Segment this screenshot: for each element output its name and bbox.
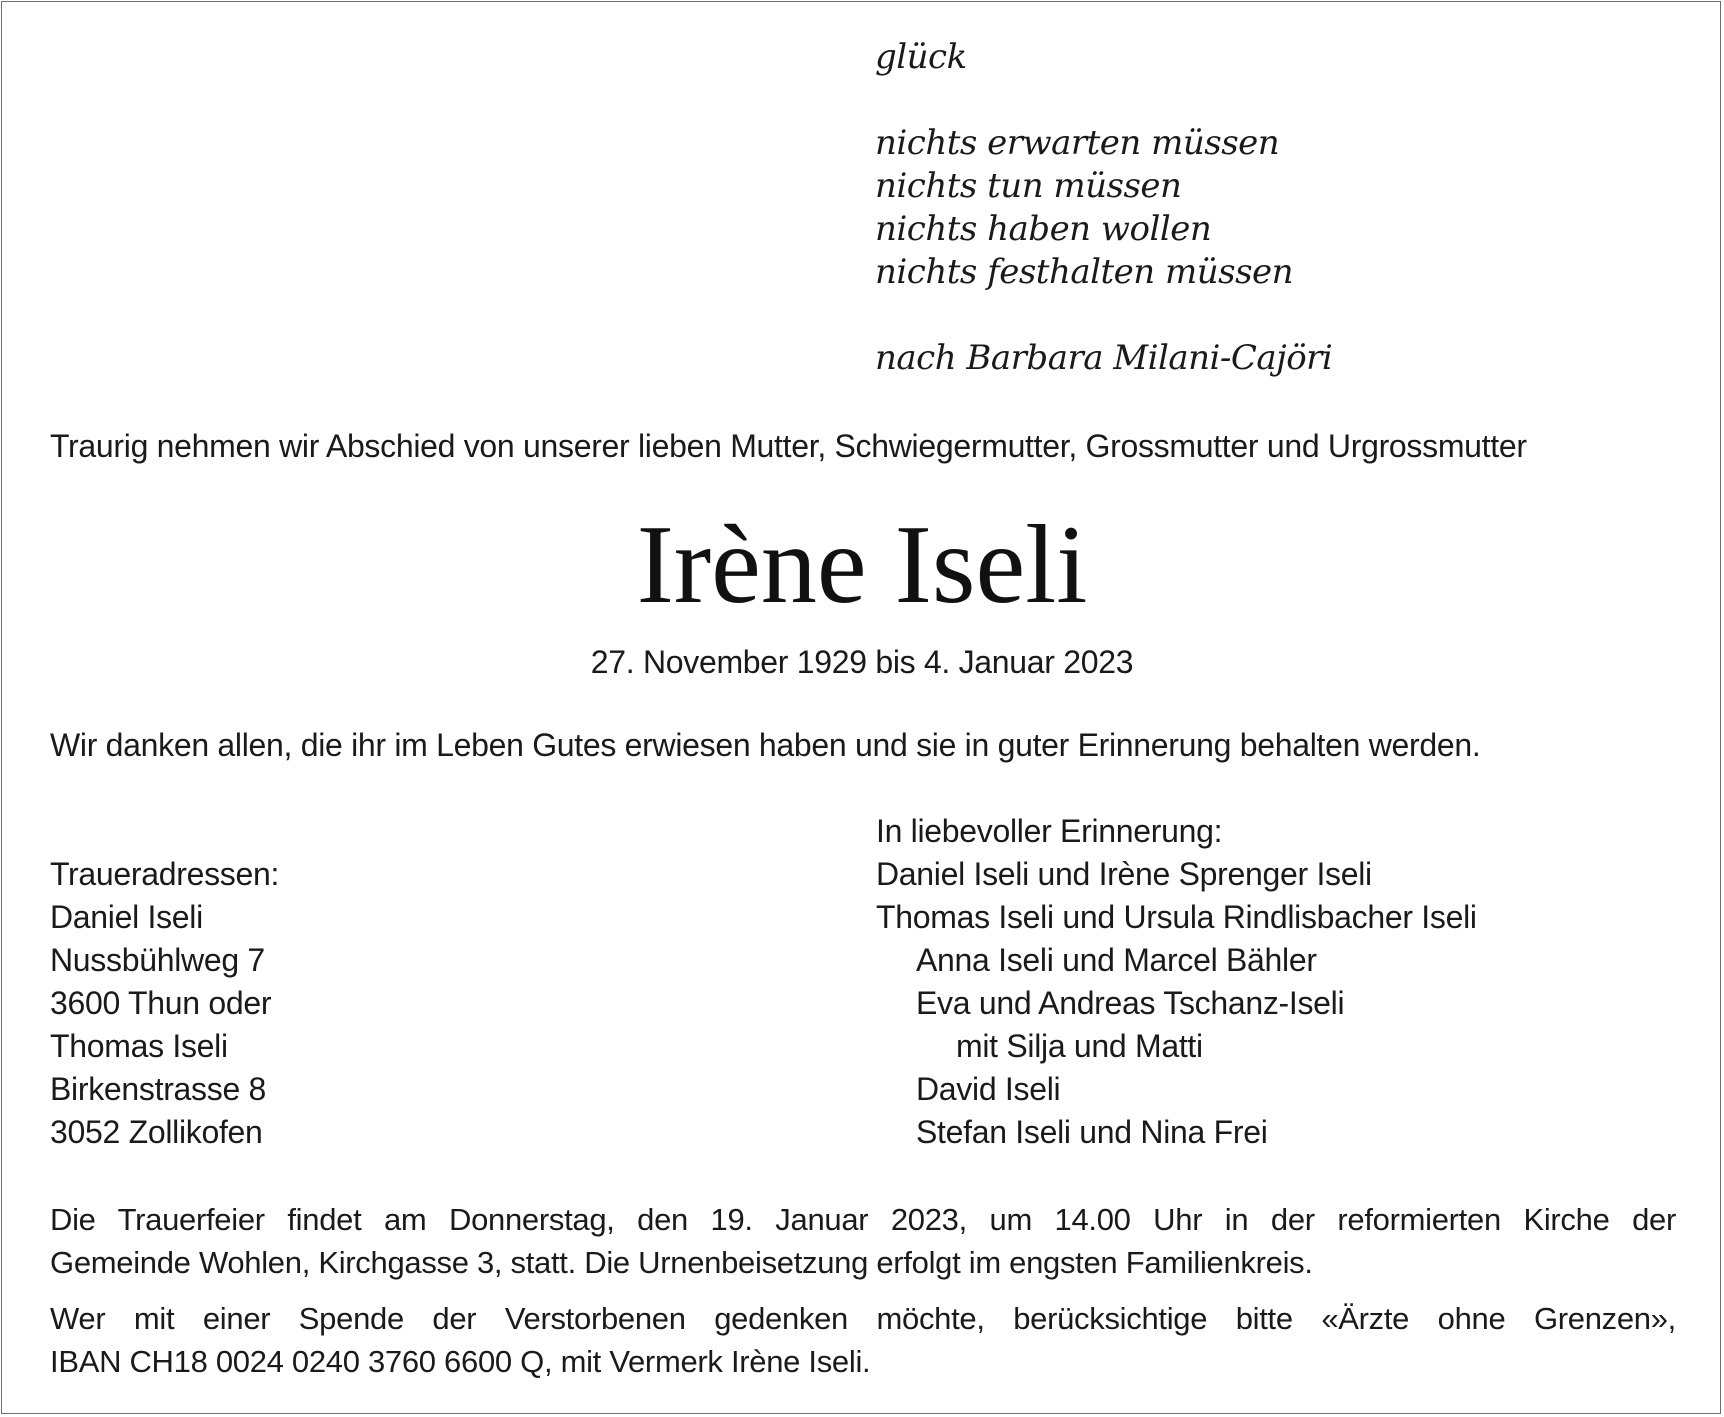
address-line: 3052 Zollikofen: [50, 1114, 263, 1150]
family-member: Thomas Iseli und Ursula Rindlisbacher Iseli: [876, 899, 1477, 935]
address-line: Daniel Iseli: [50, 899, 203, 935]
address-line: Thomas Iseli: [50, 1028, 228, 1064]
thanks-text: Wir danken allen, die ihr im Leben Gutes erwiesen haben und sie in guter Erinnerung behalten werden.: [50, 727, 1481, 763]
family-member: mit Silja und Matti: [956, 1028, 1203, 1064]
family-member: Stefan Iseli und Nina Frei: [916, 1114, 1268, 1150]
mourning-addresses: [50, 853, 279, 1154]
family-list: [876, 810, 1477, 1154]
family-heading: In liebevoller Erinnerung:: [876, 813, 1223, 849]
poem-line: nichts erwarten müssen: [875, 123, 1280, 163]
addresses-heading: Traueradressen:: [50, 856, 280, 892]
donation-info: [50, 1297, 1676, 1383]
intro-text: Traurig nehmen wir Abschied von unserer lieben Mutter, Schwiegermutter, Grossmutter und Urgrossmutter: [50, 428, 1527, 464]
address-line: Nussbühlweg 7: [50, 942, 265, 978]
poem-title: glück: [875, 37, 967, 77]
ceremony-line: Gemeinde Wohlen, Kirchgasse 3, statt. Die Urnenbeisetzung erfolgt im engsten Familienkreis.: [50, 1245, 1313, 1280]
poem-line: nichts haben wollen: [875, 209, 1212, 249]
address-line: Birkenstrasse 8: [50, 1071, 267, 1107]
deceased-name: Irène Iseli: [636, 503, 1088, 627]
life-dates: 27. November 1929 bis 4. Januar 2023: [590, 644, 1134, 680]
ceremony-info: [50, 1198, 1676, 1284]
family-member: Anna Iseli und Marcel Bähler: [916, 942, 1317, 978]
poem-attribution: nach Barbara Milani-Cajöri: [875, 338, 1333, 378]
poem: [875, 36, 1332, 380]
donation-line: IBAN CH18 0024 0240 3760 6600 Q, mit Vermerk Irène Iseli.: [50, 1344, 871, 1379]
family-member: Daniel Iseli und Irène Sprenger Iseli: [876, 856, 1372, 892]
family-member: David Iseli: [916, 1071, 1061, 1107]
poem-line: nichts festhalten müssen: [875, 252, 1294, 292]
address-line: 3600 Thun oder: [50, 985, 272, 1021]
ceremony-line: Die Trauerfeier findet am Donnerstag, den 19. Januar 2023, um 14.00 Uhr in der reformierten Kirche der: [50, 1202, 1676, 1237]
poem-line: nichts tun müssen: [875, 166, 1182, 206]
donation-line: Wer mit einer Spende der Verstorbenen gedenken möchte, berücksichtige bitte «Ärzte ohne Grenzen»,: [50, 1301, 1676, 1336]
family-member: Eva und Andreas Tschanz-Iseli: [916, 985, 1345, 1021]
